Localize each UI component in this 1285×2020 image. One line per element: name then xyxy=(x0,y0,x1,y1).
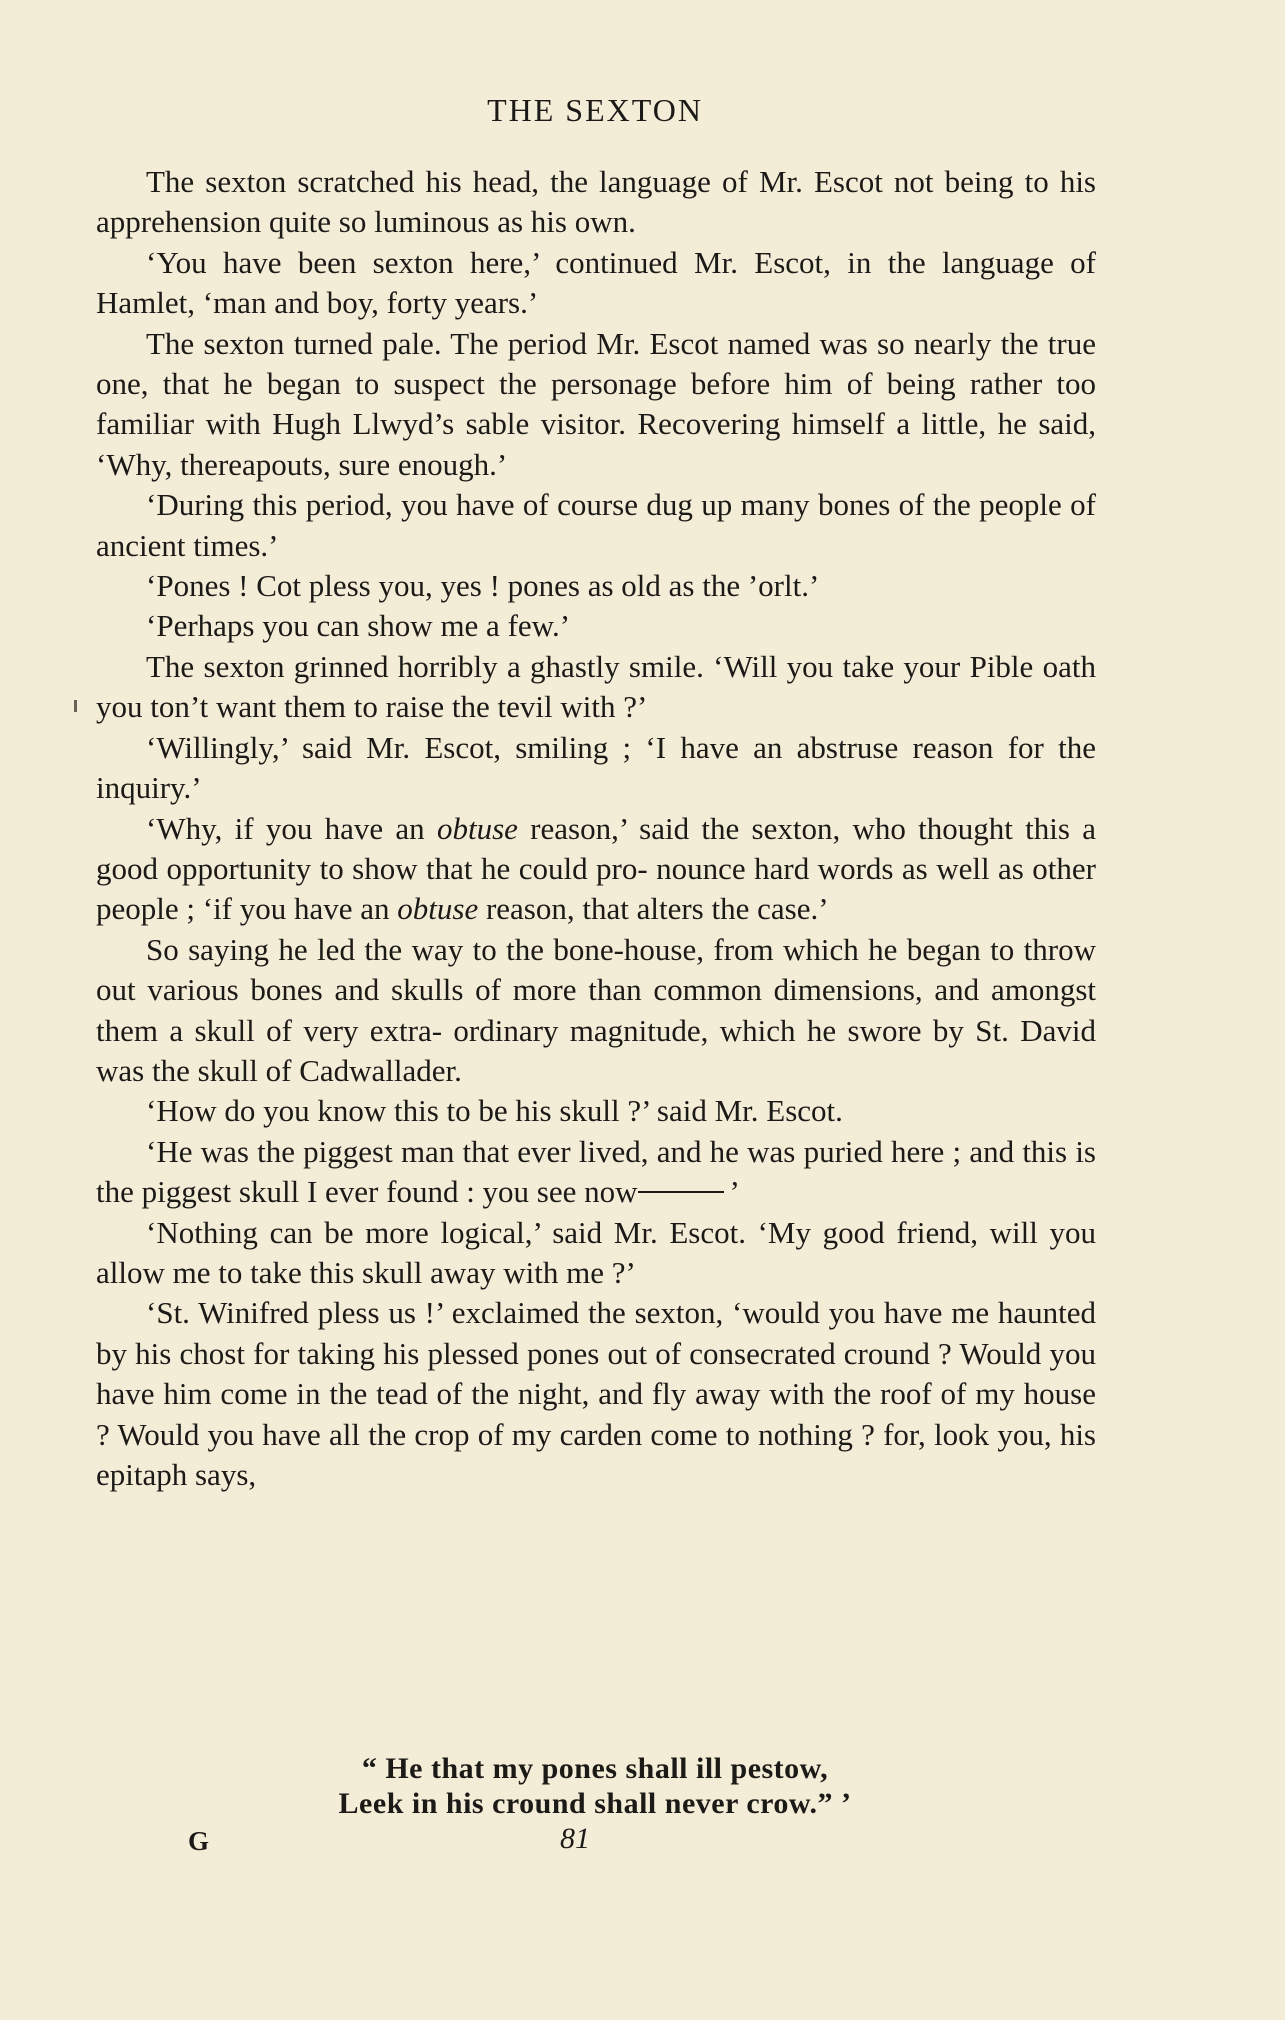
running-head: THE SEXTON xyxy=(487,92,703,128)
body-text xyxy=(96,162,1096,1495)
paragraph xyxy=(96,1132,1096,1213)
paragraph: The sexton turned pale. The period Mr. Escot named was so nearly the true one, that he began to suspect the personage before him of being rather too familiar with Hugh Llwyd’s sable visitor. Recovering himself a little, he said, ‘Why, thereapouts, sure enough.’ xyxy=(96,325,1096,482)
paragraph-text: reason, that alters the case.’ xyxy=(478,891,829,927)
paragraph: ‘St. Winifred pless us !’ exclaimed the sexton, ‘would you have me haunted by his chost for taking his plessed pones out of consecrated cround ? Would you have him come in the tead of the night, and fly away with the roof of my house ? Would you have all the crop of my carden come to nothing ? for, look you, his epitaph says, xyxy=(96,1295,1096,1492)
epitaph-line-2: Leek in his cround shall never crow.” ’ xyxy=(338,1787,852,1820)
paragraph: The sexton grinned horribly a ghastly smile. ‘Will you take your Pible oath you ton’t want them to raise the tevil with ?’ xyxy=(96,648,1096,725)
closing-quote: ’ xyxy=(729,1174,740,1210)
paragraph: So saying he led the way to the bone-house, from which he began to throw out various bones and skulls of more than common dimensions, and amongst them a skull of very extra- ordinary magnitude, which he swore by St. David was the skull of Cadwallader. xyxy=(96,931,1096,1088)
print-speck xyxy=(74,700,77,712)
em-dash-rule xyxy=(638,1191,724,1193)
paragraph: ‘How do you know this to be his skull ?’ said Mr. Escot. xyxy=(146,1093,843,1129)
paragraph: ‘You have been sexton here,’ continued Mr. Escot, in the language of Hamlet, ‘man and boy, forty years.’ xyxy=(96,244,1096,321)
paragraph: ‘Nothing can be more logical,’ said Mr. Escot. ‘My good friend, will you allow me to take this skull away with me ?’ xyxy=(96,1214,1096,1290)
paragraph-text: ‘Why, if you have an xyxy=(146,810,437,846)
paragraph: The sexton scratched his head, the language of Mr. Escot not being to his apprehension quite so luminous as his own. xyxy=(96,164,1096,240)
paragraph: ‘Willingly,’ said Mr. Escot, smiling ; ‘I have an abstruse reason for the inquiry.’ xyxy=(96,729,1096,806)
paragraph: ‘Perhaps you can show me a few.’ xyxy=(146,608,571,644)
page-number: 81 xyxy=(560,1822,590,1855)
paragraph-text: ‘He was the piggest man that ever lived, and he was puried here ; and this is the piggest skull I ever found : you see now xyxy=(96,1133,1096,1210)
signature-mark: G xyxy=(188,1826,210,1856)
paragraph: ‘During this period, you have of course dug up many bones of the people of ancient times.’ xyxy=(96,487,1096,563)
paragraph xyxy=(96,809,1096,930)
paragraph: ‘Pones ! Cot pless you, yes ! pones as old as the ’orlt.’ xyxy=(146,568,820,604)
epitaph-line-1: “ He that my pones shall ill pestow, xyxy=(361,1752,829,1785)
paragraph-text: reason,’ said the sexton, who thought this a good opportunity to show that he could pro- nounce hard words as well as other people ; ‘if you have an xyxy=(96,810,1096,927)
italic-word: obtuse xyxy=(436,810,518,846)
italic-word: obtuse xyxy=(397,891,479,927)
